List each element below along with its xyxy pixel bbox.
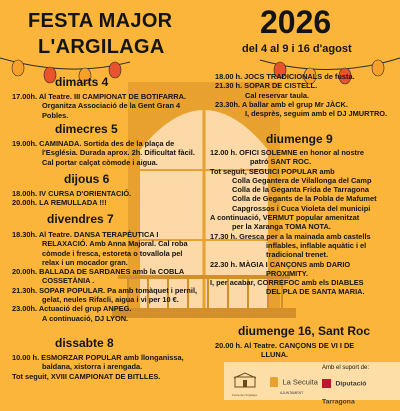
event-line: A continuació, VERMUT popular amenitzat xyxy=(210,213,360,223)
event-line: relax i un mocador gran. xyxy=(42,257,128,267)
building-icon xyxy=(232,372,258,388)
event-line: còmode i fresca, estoreta o tovallola pel xyxy=(42,248,183,258)
day-heading-divendres7: divendres 7 xyxy=(47,212,114,226)
event-line: Pobles. xyxy=(42,110,69,120)
event-line: 18.00 h. JOCS TRADICIONALS de fusta. xyxy=(215,72,355,81)
event-line: 19.00h. CAMINADA. Sortida des de la plaça de xyxy=(12,139,175,148)
sponsor-diputacio xyxy=(322,375,400,411)
event-block-divendres7 xyxy=(12,230,197,323)
event-block-diumenge16 xyxy=(215,341,354,360)
festa-logo xyxy=(232,372,258,397)
event-line: 18.00h. IV CURSA D'ORIENTACIÓ. xyxy=(12,189,132,198)
year: 2026 xyxy=(260,4,332,40)
event-block-dimecres5 xyxy=(12,139,195,167)
event-line: tradicional trenet. xyxy=(266,250,329,260)
event-line: Cal portar calçat còmode i aigua. xyxy=(42,157,158,167)
event-line: 21.30 h. SOPAR DE CISTELL. xyxy=(215,81,318,91)
event-line: COSSETÀNIA . xyxy=(42,276,95,286)
event-line: Organitza Associació de la Gent Gran 4 xyxy=(42,101,181,111)
event-line: A continuació, DJ LYON. xyxy=(42,313,129,323)
festa-logo-text: Festa de l'Argilaga xyxy=(232,393,257,397)
event-line: 23.00h. Actuació del grup ANPEG. xyxy=(12,304,132,314)
event-line: baldana, xistorra i arengada. xyxy=(42,362,143,372)
sponsor2-name: Diputació Tarragona xyxy=(322,380,367,406)
event-block-dimarts4 xyxy=(12,92,186,120)
day-heading-dijous6: dijous 6 xyxy=(64,172,110,186)
event-line: per la Xaranga TOMA NOTA. xyxy=(232,222,331,232)
event-line: Capgrossos i Cuca Violeta del municipi xyxy=(232,203,371,213)
title-line2: L'ARGILAGA xyxy=(38,36,165,58)
event-line: PROXIMITY. xyxy=(266,268,308,278)
event-line: l'Església. Durada aprox. 2h. Dificultat fàcil. xyxy=(42,148,195,158)
event-line: 17.00h. Al Teatre. III CAMPIONAT DE BOTIFARRA. xyxy=(12,92,186,101)
event-line: 20.00 h. Al Teatre. CANÇONS DE VI I DE xyxy=(215,341,355,350)
event-line: 20.00h. BALLADA DE SARDANES amb la COBLA xyxy=(12,267,185,277)
sponsor1-name: La Secuita xyxy=(282,377,318,387)
event-block-dijous6 xyxy=(12,189,131,208)
event-block-dissabte8 xyxy=(12,353,184,381)
event-line: Colla de la Geganta Frida de Tarragona xyxy=(232,185,370,195)
event-line: DEL PLA DE SANTA MARIA. xyxy=(266,287,365,297)
day-heading-diumenge16: diumenge 16, Sant Roc xyxy=(238,324,371,338)
event-line: inflables, inflable aquàtic i el xyxy=(266,240,367,250)
event-line: 10.00 h. ESMORZAR POPULAR amb llonganissa, xyxy=(12,353,184,362)
event-line: 20.00h. LA REMULLADA !!! xyxy=(12,198,107,208)
event-line: 12.00 h. OFICI SOLEMNE en honor al nostre xyxy=(210,148,364,157)
event-line: Tot seguit, SEGUICI POPULAR amb xyxy=(210,166,335,176)
dates: del 4 al 9 i 16 d'agost xyxy=(242,43,352,55)
event-line: 18.30h. Al Teatre. DANSA TERAPÈUTICA I xyxy=(12,230,159,239)
la-secuita-icon xyxy=(270,377,278,387)
event-line: gelat, neules Rifacli, aigua i vi per 10 €. xyxy=(42,295,179,305)
event-line: 21.30h. SOPAR POPULAR. Pa amb tomàquet i pernil, xyxy=(12,285,198,295)
day-heading-diumenge9: diumenge 9 xyxy=(266,132,333,146)
event-line: 23.30h. A ballar amb el grup Mr JÀCK. xyxy=(215,99,348,109)
event-line: Colla de Gegants de la Pobla de Mafumet xyxy=(232,194,377,204)
day-heading-dissabte8: dissabte 8 xyxy=(55,336,114,350)
event-line: Cal reservar taula. xyxy=(245,90,310,100)
event-line: 17.30 h. Gresca per a la mainada amb castells xyxy=(210,231,371,241)
event-line: LLUNA. xyxy=(261,350,289,360)
event-line: I, desprès, seguim amb el DJ JMURTRO. xyxy=(245,109,388,119)
event-block-diumenge9 xyxy=(210,148,377,297)
event-line: RELAXACIÓ. Amb Anna Majoral. Cal roba xyxy=(42,239,188,249)
event-line: Tot seguit, XVIII CAMPIONAT DE BITLLES. xyxy=(12,371,161,381)
sponsor1-subtitle: AJUNTAMENT xyxy=(280,391,304,395)
event-line: 22.30 h. MÀGIA I CANÇONS amb DARIO xyxy=(210,259,351,269)
day-heading-dimarts4: dimarts 4 xyxy=(55,75,109,89)
title-line1: FESTA MAJOR xyxy=(28,10,173,32)
diputacio-icon xyxy=(322,379,331,388)
sponsor-la-secuita xyxy=(270,373,318,395)
event-block-dissabte-continued xyxy=(215,72,387,118)
event-line: I, per acabar, CORREFOC amb els DIABLES xyxy=(210,278,364,288)
event-line: patró SANT ROC. xyxy=(250,157,312,167)
support-label: Amb el suport de: xyxy=(322,365,370,371)
day-heading-dimecres5: dimecres 5 xyxy=(55,122,118,136)
event-line: Colla Gegantera de Vilallonga del Camp xyxy=(232,175,372,185)
